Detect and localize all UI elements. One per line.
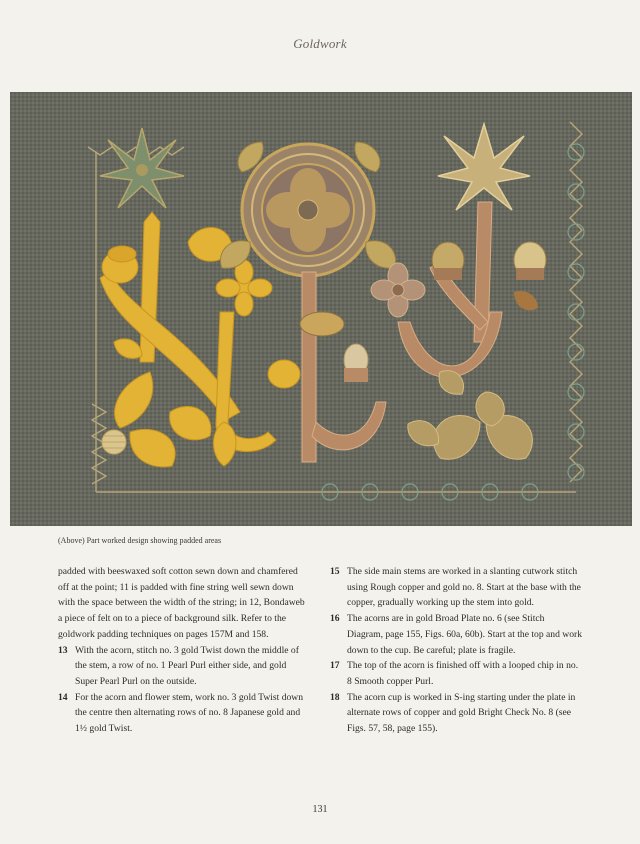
item-number: 18 bbox=[330, 691, 340, 703]
item-text: The acorns are in gold Broad Plate no. 6 (see Stitch Diagram, page 155, Figs. 60a, 60b). Start at the top and work down to the cup. Be careful; plate is fragile. bbox=[347, 613, 583, 656]
item-text: With the acorn, stitch no. 3 gold Twist down the middle of the stem, a row of no. 1 Pearl Purl either side, and gold Super Pearl Purl on the outside. bbox=[75, 644, 299, 687]
item-text: The acorn cup is worked in S-ing starting under the plate in alternate rows of copper and gold Bright Check No. 8 (see Figs. 57, 58, page 155). bbox=[347, 691, 576, 735]
embroidery-photo bbox=[10, 92, 632, 526]
instruction-item bbox=[58, 690, 310, 737]
instruction-item bbox=[330, 564, 582, 611]
instruction-item bbox=[330, 658, 582, 689]
central-gold-rose bbox=[242, 144, 374, 276]
item-number: 15 bbox=[330, 566, 340, 577]
figure-caption: (Above) Part worked design showing padded areas bbox=[58, 536, 222, 545]
right-text-column bbox=[330, 564, 582, 737]
item-number: 13 bbox=[58, 644, 68, 656]
instruction-item bbox=[58, 643, 310, 690]
instruction-item bbox=[330, 611, 582, 658]
gold-flower-small bbox=[300, 312, 344, 336]
item-text: For the acorn and flower stem, work no. 3 gold Twist down the centre then alternating rows of no. 8 Japanese gold and 1½ gold Twist. bbox=[75, 691, 304, 735]
instruction-item bbox=[330, 690, 582, 737]
continued-paragraph: padded with beeswaxed soft cotton sewn down and chamfered off at the point; 11 is padded with fine string well sewn down with the space between the width of the string; in 12, Bondaweb a piece of felt on to a piece of background silk. Refer to the goldwork padding techniques on pages 157M and 158. bbox=[58, 566, 305, 640]
item-number: 14 bbox=[58, 691, 68, 703]
item-text: The side main stems are worked in a slanting cutwork stitch using Rough copper and gold no. 8. Start at the base with the copper, gradually working up the stem into gold. bbox=[347, 566, 581, 609]
page-header: Goldwork bbox=[293, 36, 347, 51]
striped-acorn-cup bbox=[102, 430, 126, 454]
item-number: 16 bbox=[330, 613, 340, 625]
page-number: 131 bbox=[312, 804, 328, 815]
middle-acorn bbox=[344, 344, 368, 382]
item-number: 17 bbox=[330, 660, 340, 672]
left-text-column bbox=[58, 564, 310, 737]
item-text: The top of the acorn is finished off with a looped chip in no. 8 Smooth copper Purl. bbox=[347, 660, 579, 687]
